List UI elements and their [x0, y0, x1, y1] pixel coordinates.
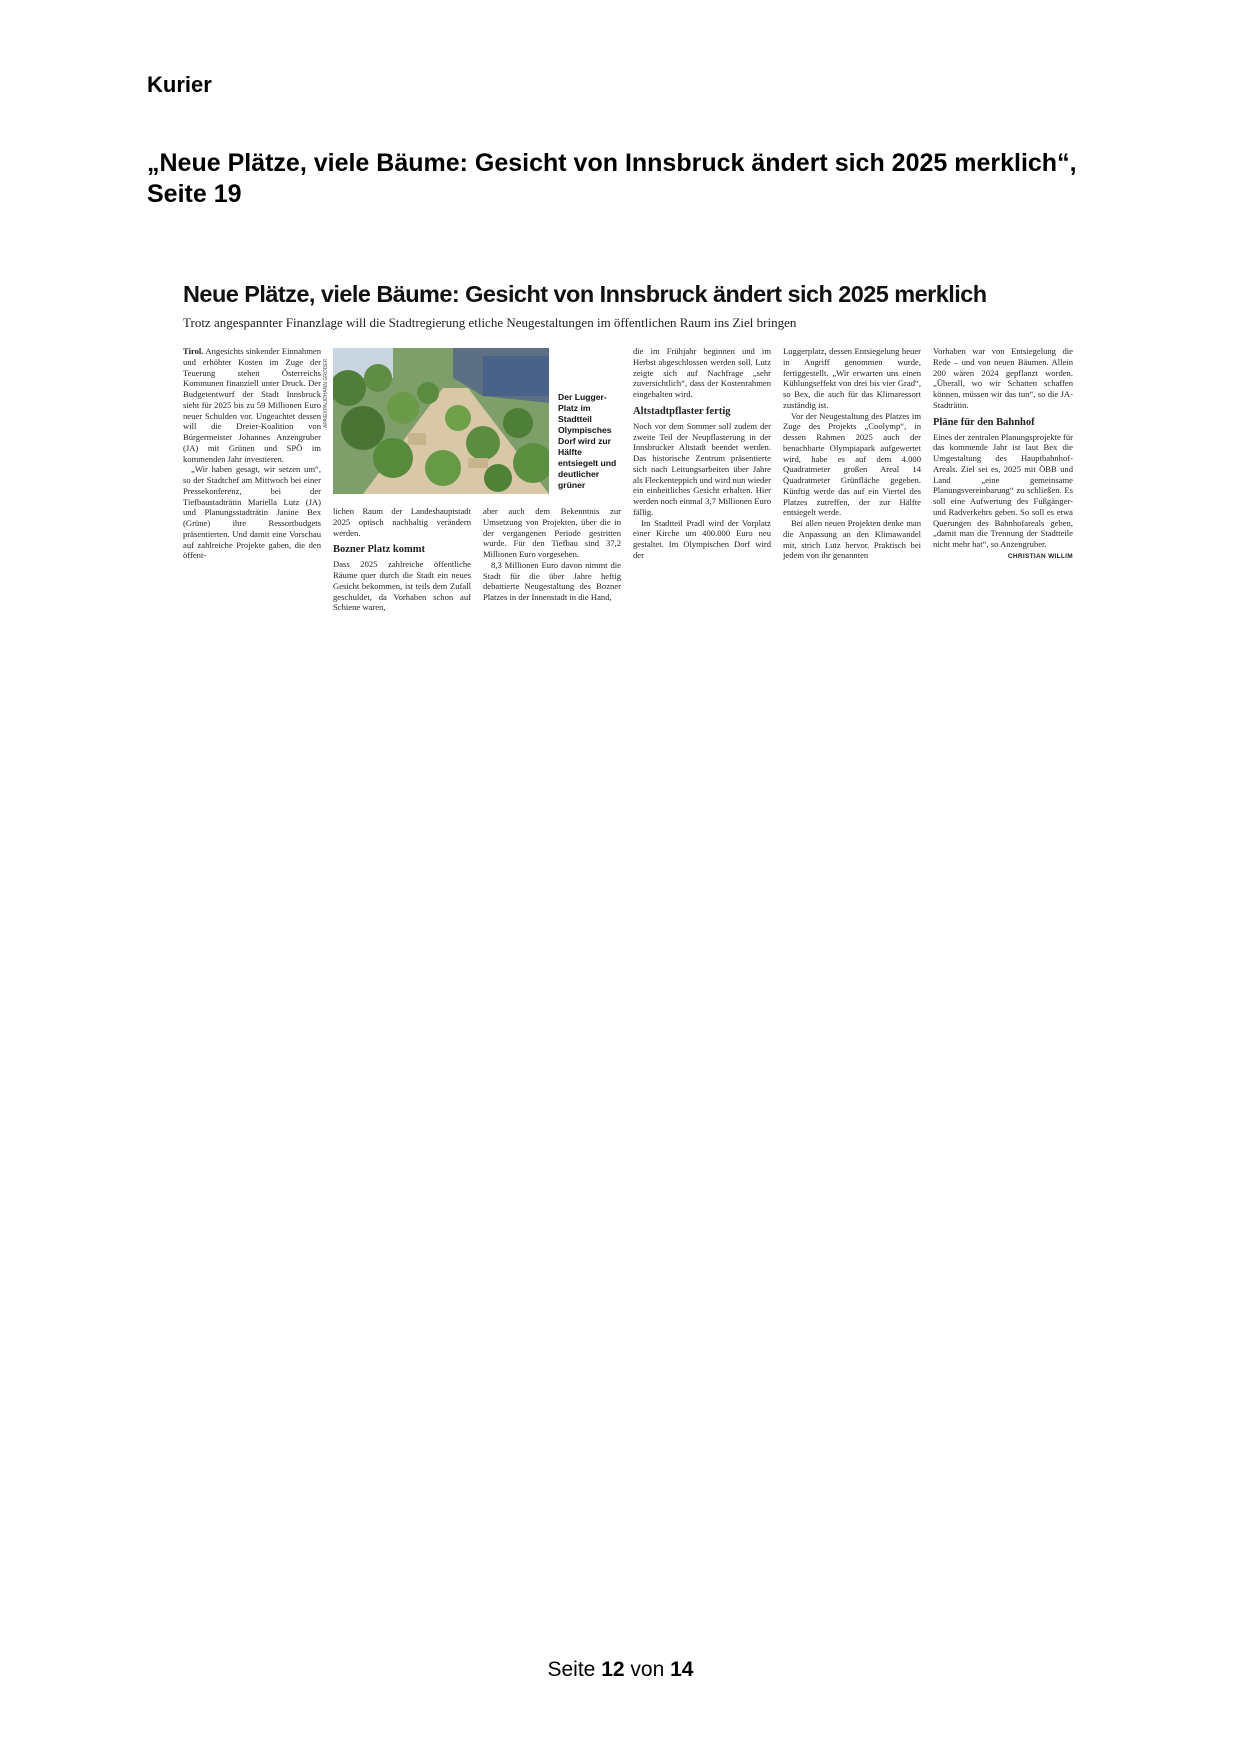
article-paragraph: die im Frühjahr beginnen und im Herbst abgeschlossen werden soll. Lutz zeigte sich auf Nachfrage „sehr zuversichtlich“, dass der Kostenrahmen eingehalten wird.: [633, 346, 771, 399]
article-column-3: [483, 506, 621, 644]
document-title: „Neue Plätze, viele Bäume: Gesicht von Innsbruck ändert sich 2025 merklich“, Seite 19: [147, 149, 1077, 208]
lead-word: Tirol.: [183, 346, 204, 356]
clipping-headline: Neue Plätze, viele Bäume: Gesicht von Innsbruck ändert sich 2025 merklich: [183, 281, 987, 307]
page-footer: [0, 1658, 1241, 1682]
paragraph-text: Angesichts sinkender Einnahmen und erhöhter Kosten im Zuge der Teuerung stehen Österreichs Kommunen finanziell unter Druck. Der Budgetentwurf der Stadt Innsbruck sieht für 2025 bis zu 59 Millionen Euro neuer Schulden vor. Ungeachtet dessen will die Dreier-Koalition von Bürgermeister Johannes Anzengruber (JA) mit Grünen und SPÖ im kommenden Jahr investieren.: [183, 346, 321, 464]
photo-caption: Der Lugger-Platz im Stadtteil Olympisches Dorf wird zur Hälfte entsiegelt und deutlicher grüner: [558, 392, 617, 490]
clipping-subheadline: Trotz angespannter Finanzlage will die Stadtregierung etliche Neugestaltungen im öffentlichen Raum ins Ziel bringen: [183, 315, 797, 330]
article-paragraph: Im Stadtteil Pradl wird der Vorplatz einer Kirche um 400.000 Euro neu gestaltet. Im Olympischen Dorf wird der: [633, 517, 771, 560]
article-column-2: [333, 506, 471, 644]
article-paragraph: Eines der zentralen Planungsprojekte für das kommende Jahr ist laut Bex die Umgestaltung des Hauptbahnhof-Areals. Ziel sei es, 2025 mit ÖBB und Land „eine gemeinsame Planungsvereinbarung“ zu schließen. Es soll eine Aufwertung des Fußgänger- und Radverkehrs geben. So soll es etwa Querungen des Bahnhofareals geben, „damit man die Trennung der Stadtteile nicht mehr hat“, so Anzengruber.: [933, 431, 1073, 549]
article-paragraph: [183, 346, 321, 464]
article-paragraph: aber auch dem Bekenntnis zur Umsetzung von Projekten, über die in der vergangenen Periode gestritten wurde. Für den Tiefbau sind 37,2 Millionen Euro vorgesehen.: [483, 506, 621, 559]
article-column-4: [633, 346, 771, 644]
article-paragraph: Dass 2025 zahlreiche öffentliche Räume quer durch die Stadt ein neues Gesicht bekommen, ist teils dem Zufall geschuldet, da Vorhaben schon auf Schiene waren,: [333, 559, 471, 613]
total-page-count: 14: [670, 1658, 694, 1681]
source-name: Kurier: [147, 72, 212, 97]
footer-prefix: Seite: [547, 1658, 596, 1681]
article-paragraph: Vor der Neugestaltung des Platzes im Zuge des Projekts „Coolymp“, in dessen Rahmen 2025 auch der benachbarte Olympiapark aufgewertet wird, habe es auf dem 4.000 Quadratmeter großen Areal 14 Quadratmeter Grünfläche gegeben. Künftig werde das auf ein Viertel des Platzes zutreffen, der zur Hälfte entsiegelt werde.: [783, 410, 921, 518]
article-paragraph: „Wir haben gesagt, wir setzen um“, so der Stadtchef am Mittwoch bei einer Pressekonferenz, bei der Tiefbaustadträtin Mariella Lutz (JA) und Planungsstadträtin Janine Bex (Grüne) ihre Ressortbudgets präsentierten. Und damit eine Vorschau auf zahlreiche Projekte gaben, die den öffent-: [183, 464, 321, 561]
article-paragraph: Noch vor dem Sommer soll zudem der zweite Teil der Neupflasterung in der Innsbrucker Altstadt beendet werden. Das historische Zentrum präsentierte sich nach Leitungsarbeiten über Jahre als Fleckenteppich und wird nun wieder ein einheitliches Gesicht erhalten. Hier werden noch einmal 3,7 Millionen Euro fällig.: [633, 420, 771, 517]
article-column-5: [783, 346, 921, 644]
newspaper-clipping: [183, 280, 1073, 645]
article-paragraph: 8,3 Millionen Euro davon nimmt die Stadt für die über Jahre heftig debattierte Neugestaltung des Bozner Platzes in der Innenstadt in die Hand,: [483, 559, 621, 602]
article-paragraph: Bei allen neuen Projekten denke man die Anpassung an den Klimawandel mit, strich Lutz hervor. Praktisch bei jedem von ihr genannten: [783, 518, 921, 561]
article-author: CHRISTIAN WILLIM: [1007, 552, 1073, 560]
article-paragraph: lichen Raum der Landeshauptstadt 2025 optisch nachhaltig verändern werden.: [333, 506, 471, 538]
article-paragraph: Vorhaben war von Entsiegelung die Rede – und von neuen Bäumen. Allein 200 wären 2024 gepflanzt worden. „Überall, wo wir Schatten schaffen können, müssen wir das tun“, so die JA-Stadträtin.: [933, 346, 1073, 410]
article-subheading: Bozner Platz kommt: [333, 544, 425, 556]
footer-separator: von: [630, 1658, 665, 1681]
plaza-photo-illustration: [333, 348, 549, 494]
current-page-number: 12: [601, 1658, 625, 1681]
article-subheading: Pläne für den Bahnhof: [933, 416, 1035, 428]
article-subheading: Altstadtpflaster fertig: [633, 405, 731, 417]
article-column-1: [183, 346, 321, 644]
article-photo: [333, 348, 549, 494]
article-paragraph: Luggerplatz, dessen Entsiegelung heuer in Angriff genommen wurde, fertiggestellt. „Wir erwarten uns einen Kühlungseffekt von drei bis vier Grad“, so Bex, die auch für das Klimaressort zuständig ist.: [783, 346, 921, 410]
photo-credit: APA/EXPA/JOHANN GRODER: [323, 358, 329, 428]
article-column-6: [933, 346, 1073, 644]
